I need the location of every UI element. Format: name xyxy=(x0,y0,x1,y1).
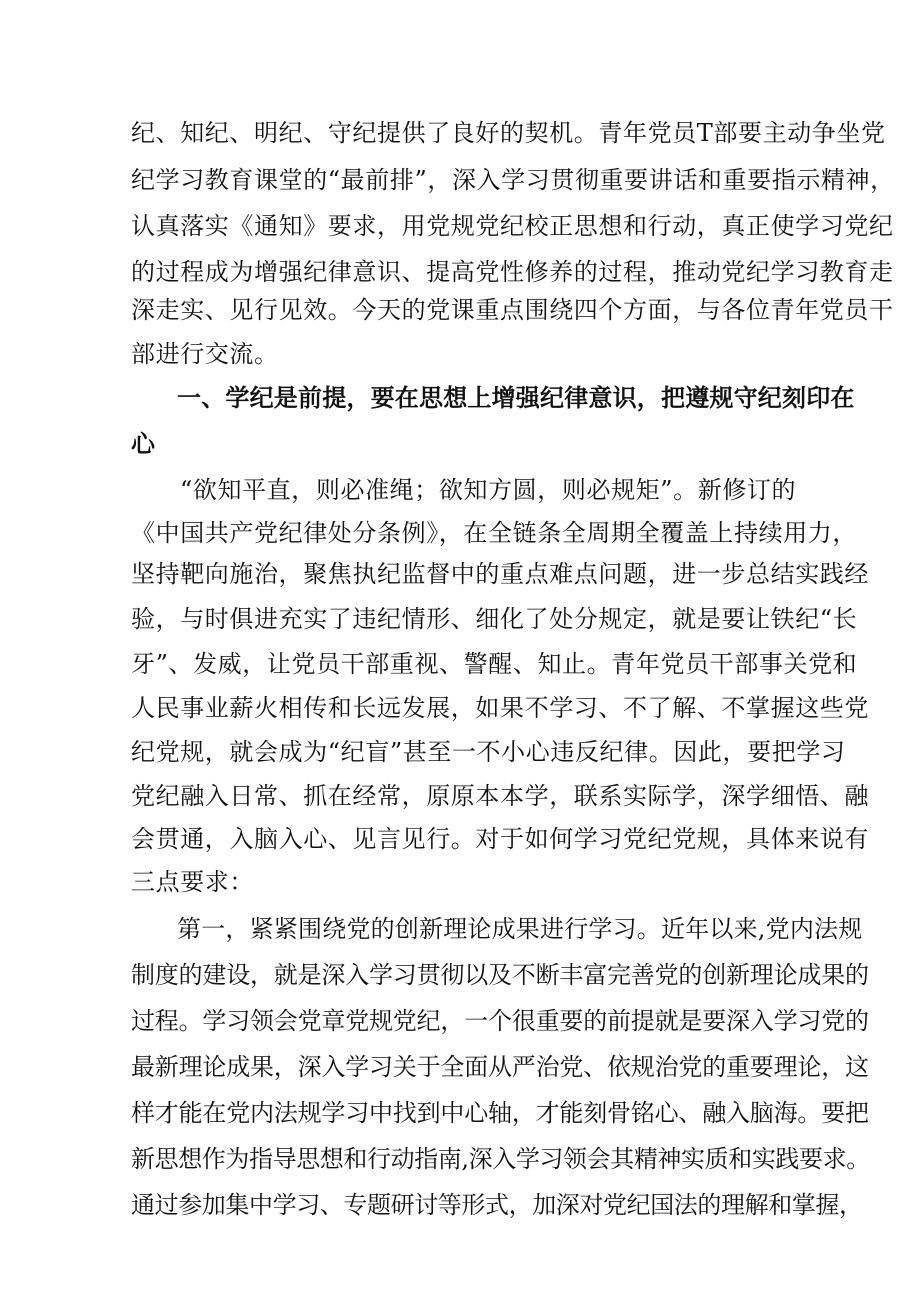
paragraph-1-line-2: 纪学习教育课堂的“最前排”，深入学习贯彻重要讲话和重要指示精神， xyxy=(131,166,895,194)
paragraph-3-line-4: 最新理论成果，深入学习关于全面从严治党、依规治党的重要理论，这 xyxy=(131,1053,869,1081)
paragraph-2-line-1: “欲知平直，则必准绳；欲知方圆，则必规矩”。新修订的 xyxy=(180,476,797,504)
paragraph-1-line-1: 纪、知纪、明纪、守纪提供了良好的契机。青年党员T部要主动争坐党 xyxy=(131,119,886,147)
paragraph-2-line-2: 《中国共产党纪律处分条例》，在全链条全周期全覆盖上持续用力， xyxy=(131,519,857,547)
paragraph-2-line-5: 牙”、发威，让党员干部重视、警醒、知止。青年党员干部事关党和 xyxy=(131,650,858,678)
section-heading-line-2: 心 xyxy=(131,430,156,458)
paragraph-1-line-3: 认真落实《通知》要求，用党规党纪校正思想和行动，真正使学习党纪 xyxy=(131,212,894,240)
paragraph-2-line-6: 人民事业薪火相传和长远发展，如果不学习、不了解、不掌握这些党 xyxy=(131,694,869,722)
paragraph-3-line-5: 样才能在党内法规学习中找到中心轴，才能刻骨铭心、融入脑海。要把 xyxy=(131,1099,869,1127)
paragraph-1-line-4: 的过程成为增强纪律意识、提高党性修养的过程，推动党纪学习教育走 xyxy=(131,258,894,286)
paragraph-3-line-7: 通过参加集中学习、专题研讨等形式，加深对党纪国法的理解和掌握， xyxy=(131,1191,863,1219)
paragraph-1-line-5: 深走实、见行见效。今天的党课重点围绕四个方面，与各位青年党员干 xyxy=(131,296,894,324)
paragraph-1-line-6: 部进行交流。 xyxy=(131,340,279,368)
paragraph-2-line-9: 会贯通，入脑入心、见言见行。对于如何学习党纪党规，具体来说有 xyxy=(131,825,869,853)
paragraph-3-line-6: 新思想作为指导思想和行动指南,深入学习领会其精神实质和实践要求。 xyxy=(131,1145,870,1173)
paragraph-2-line-10: 三点要求： xyxy=(131,868,254,896)
paragraph-3-line-2: 制度的建设，就是深入学习贯彻以及不断丰富完善党的创新理论成果的 xyxy=(131,961,869,989)
paragraph-2-line-4: 验，与时俱进充实了违纪情形、细化了处分规定，就是要让铁纪“长 xyxy=(131,605,858,633)
paragraph-2-line-8: 党纪融入日常、抓在经常，原原本本学，联系实际学，深学细悟、融 xyxy=(131,782,869,810)
section-heading-line-1: 一、学纪是前提，要在思想上增强纪律意识，把遵规守纪刻印在 xyxy=(177,384,855,412)
paragraph-3-line-3: 过程。学习领会党章党规党纪，一个很重要的前提就是要深入学习党的 xyxy=(131,1007,869,1035)
paragraph-3-line-1: 第一，紧紧围绕党的创新理论成果进行学习。近年以来,党内法规 xyxy=(177,915,863,943)
paragraph-2-line-3: 坚持靶向施治，聚焦执纪监督中的重点难点问题，进一步总结实践经 xyxy=(131,560,869,588)
paragraph-2-line-7: 纪党规，就会成为“纪盲”甚至一不小心违反纪律。因此，要把学习 xyxy=(131,738,846,766)
